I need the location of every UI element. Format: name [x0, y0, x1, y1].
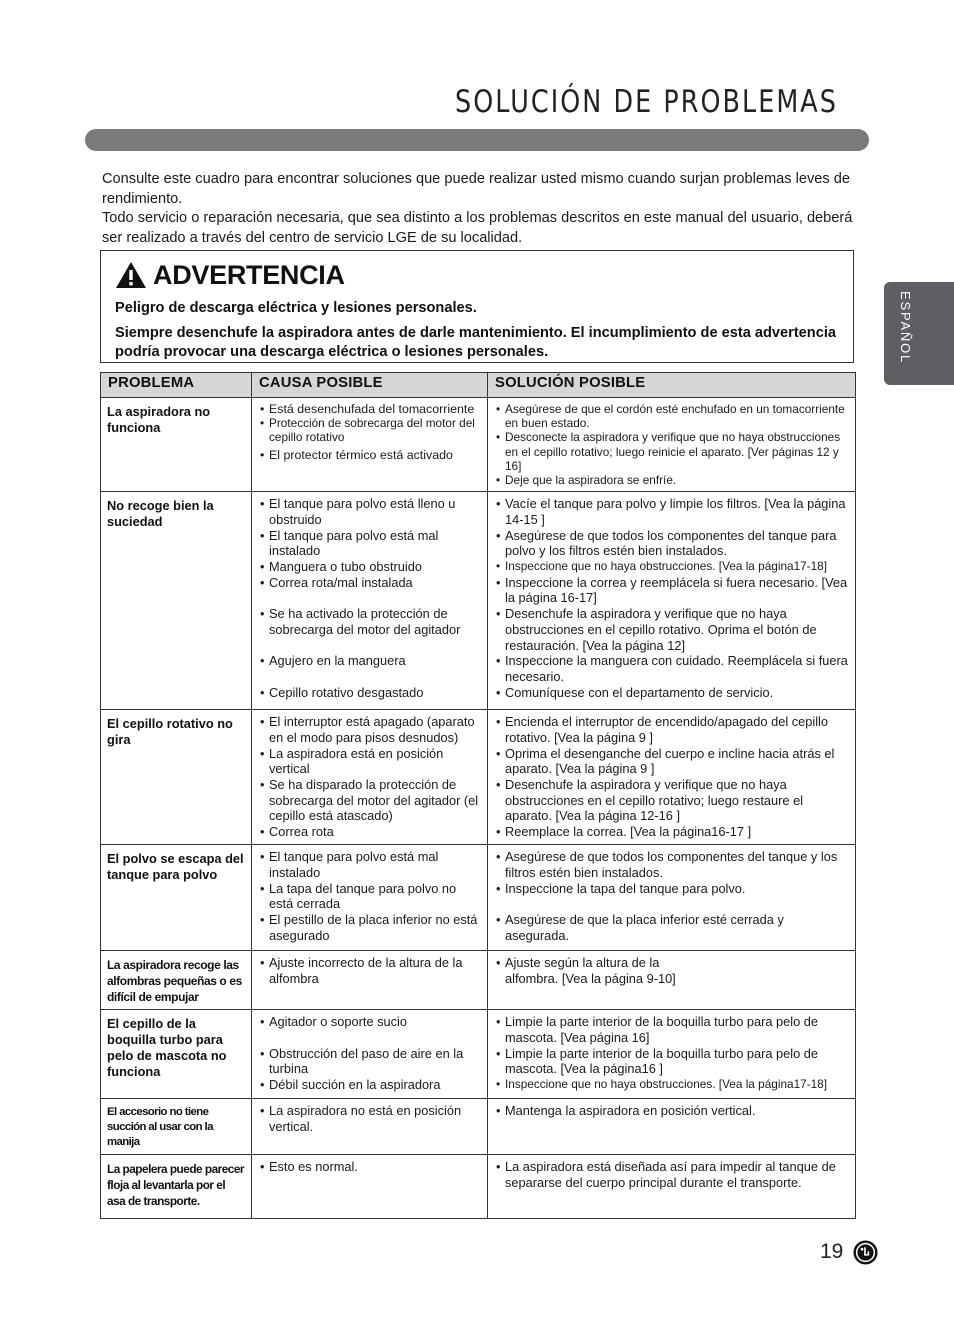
cause-cell	[252, 1155, 488, 1219]
solution-item: • Inspeccione que no haya obstrucciones. [Vea la página17-18]	[495, 559, 849, 575]
language-side-tab	[884, 282, 954, 385]
table-row	[101, 1010, 856, 1099]
cause-cell	[252, 398, 488, 492]
cause-item: • Débil succión en la aspiradora	[259, 1077, 481, 1093]
solution-item: • Asegúrese de que la placa inferior esté cerrada y asegurada.	[495, 912, 849, 943]
cause-item: • El pestillo de la placa inferior no está asegurado	[259, 912, 481, 943]
solution-cell	[488, 710, 856, 845]
intro-paragraph-2: Todo servicio o reparación necesaria, que sea distinto a los problemas descritos en este manual del usuario, deberá ser realizado a través del centro de servicio LGE de su localidad.	[102, 210, 853, 246]
warning-title: ADVERTENCIA	[153, 259, 345, 290]
problem-cell: La aspiradora no funciona	[101, 398, 252, 492]
cause-item: • La tapa del tanque para polvo no está cerrada	[259, 881, 481, 912]
solution-cell	[488, 1010, 856, 1099]
problem-cell: No recoge bien la suciedad	[101, 492, 252, 710]
solution-item: • Inspeccione la tapa del tanque para polvo.	[495, 881, 849, 897]
cause-item: • Está desenchufada del tomacorriente	[259, 402, 481, 416]
table-row	[101, 1155, 856, 1219]
solution-item: • Deje que la aspiradora se enfríe.	[495, 473, 849, 487]
cause-cell	[252, 845, 488, 951]
warning-header	[115, 258, 839, 292]
table-header-row	[101, 373, 856, 398]
table-row	[101, 951, 856, 1010]
cause-item: • Agujero en la manguera	[259, 653, 481, 669]
solution-item: • Asegúrese de que todos los componentes del tanque y los filtros estén bien instalados.	[495, 849, 849, 880]
solution-cell	[488, 1155, 856, 1219]
problem-cell: El polvo se escapa del tanque para polvo	[101, 845, 252, 951]
cause-item: • Correa rota	[259, 824, 481, 840]
cause-item: • La aspiradora no está en posición vertical.	[259, 1103, 481, 1134]
solution-item: • Comuníquese con el departamento de servicio.	[495, 685, 849, 701]
solution-item: • Inspeccione la correa y reemplácela si fuera necesario. [Vea la página 16-17]	[495, 575, 849, 606]
solution-item: • Desenchufe la aspiradora y verifique que no haya obstrucciones en el cepillo rotativo; luego restaure el aparato. [Vea la página 12-16 ]	[495, 777, 849, 824]
cause-cell	[252, 492, 488, 710]
cause-item: • El tanque para polvo está mal instalado	[259, 849, 481, 880]
solution-item: • Asegúrese de que el cordón esté enchufado en un tomacorriente en buen estado.	[495, 402, 849, 430]
warning-line-1: Peligro de descarga eléctrica y lesiones personales.	[115, 300, 477, 316]
lg-logo-icon	[853, 1240, 878, 1265]
intro-paragraph-1: Consulte este cuadro para encontrar soluciones que puede realizar usted mismo cuando surjan problemas leves de rendimiento.	[102, 171, 850, 207]
table-row	[101, 845, 856, 951]
problem-cell: El accesorio no tiene succión al usar con la manija	[101, 1099, 252, 1155]
solution-cell	[488, 492, 856, 710]
title-bar	[85, 129, 869, 151]
page-title: SOLUCIÓN DE PROBLEMAS	[455, 84, 838, 120]
solution-item: • Desenchufe la aspiradora y verifique que no haya obstrucciones en el cepillo rotativo. Oprima el botón de restauración. [Vea la página 12]	[495, 606, 849, 653]
cause-item: • El tanque para polvo está mal instalado	[259, 528, 481, 559]
solution-item: • Limpie la parte interior de la boquilla turbo para pelo de mascota. [Vea la página16 ]	[495, 1046, 849, 1077]
solution-item: • Oprima el desenganche del cuerpo e incline hacia atrás el aparato. [Vea la página 9 ]	[495, 746, 849, 777]
language-side-tab-label: ESPAÑOL	[898, 291, 913, 365]
problem-cell: La papelera puede parecer floja al levantarla por el asa de transporte.	[101, 1155, 252, 1219]
cause-item: • El protector térmico está activado	[259, 448, 481, 462]
cause-item: • Protección de sobrecarga del motor del cepillo rotativo	[259, 416, 481, 444]
solution-item: • Limpie la parte interior de la boquilla turbo para pelo de mascota. [Vea página 16]	[495, 1014, 849, 1045]
solution-cell	[488, 951, 856, 1010]
problem-cell: El cepillo de la boquilla turbo para pelo de mascota no funciona	[101, 1010, 252, 1099]
solution-item: • Ajuste según la altura de la alfombra. [Vea la página 9-10]	[495, 955, 849, 986]
troubleshooting-table	[100, 372, 856, 1219]
header-solution: SOLUCIÓN POSIBLE	[488, 373, 856, 398]
solution-item: • Asegúrese de que todos los componentes del tanque para polvo y los filtros estén bien instalados.	[495, 528, 849, 559]
table-row	[101, 710, 856, 845]
cause-item: • Se ha disparado la protección de sobrecarga del motor del agitador (el cepillo está atascado)	[259, 777, 481, 824]
warning-triangle-icon	[115, 261, 147, 289]
cause-item: • Cepillo rotativo desgastado	[259, 685, 481, 701]
cause-cell	[252, 1010, 488, 1099]
page-number: 19	[820, 1240, 844, 1263]
solution-cell	[488, 398, 856, 492]
cause-item: • Correa rota/mal instalada	[259, 575, 481, 591]
header-cause: CAUSA POSIBLE	[252, 373, 488, 398]
solution-item: • Inspeccione la manguera con cuidado. Reemplácela si fuera necesario.	[495, 653, 849, 684]
solution-item: • La aspiradora está diseñada así para impedir al tanque de separarse del cuerpo principal durante el transporte.	[495, 1159, 849, 1190]
cause-item: • Ajuste incorrecto de la altura de la alfombra	[259, 955, 481, 986]
solution-item: • Inspeccione que no haya obstrucciones. [Vea la página17-18]	[495, 1077, 849, 1093]
solution-item: • Vacíe el tanque para polvo y limpie los filtros. [Vea la página 14-15 ]	[495, 496, 849, 527]
cause-cell	[252, 710, 488, 845]
problem-cell: La aspiradora recoge las alfombras pequeñas o es difícil de empujar	[101, 951, 252, 1010]
solution-cell	[488, 845, 856, 951]
table-row	[101, 492, 856, 710]
cause-item: • Manguera o tubo obstruido	[259, 559, 481, 575]
problem-cell: El cepillo rotativo no gira	[101, 710, 252, 845]
cause-item: • El tanque para polvo está lleno u obstruido	[259, 496, 481, 527]
cause-cell	[252, 1099, 488, 1155]
warning-line-2: Siempre desenchufe la aspiradora antes de darle mantenimiento. El incumplimiento de esta advertencia podría provocar una descarga eléctrica o lesiones personales.	[115, 324, 837, 360]
solution-item: • Reemplace la correa. [Vea la página16-17 ]	[495, 824, 849, 840]
cause-cell	[252, 951, 488, 1010]
cause-item: • Se ha activado la protección de sobrecarga del motor del agitador	[259, 606, 481, 637]
cause-item: • Agitador o soporte sucio	[259, 1014, 481, 1030]
table-row	[101, 1099, 856, 1155]
warning-box	[100, 250, 854, 363]
cause-item: • Esto es normal.	[259, 1159, 481, 1175]
cause-item: • El interruptor está apagado (aparato en el modo para pisos desnudos)	[259, 714, 481, 745]
solution-item: • Mantenga la aspiradora en posición vertical.	[495, 1103, 849, 1119]
cause-item: • La aspiradora está en posición vertical	[259, 746, 481, 777]
header-problem: PROBLEMA	[101, 373, 252, 398]
cause-item: • Obstrucción del paso de aire en la turbina	[259, 1046, 481, 1077]
solution-cell	[488, 1099, 856, 1155]
solution-item: • Encienda el interruptor de encendido/apagado del cepillo rotativo. [Vea la página 9 ]	[495, 714, 849, 745]
lg-logo-mark	[853, 1240, 878, 1265]
table-row	[101, 398, 856, 492]
solution-item: • Desconecte la aspiradora y verifique que no haya obstrucciones en el cepillo rotativo; luego reinicie el aparato. [Ver páginas 12 y 16]	[495, 430, 849, 473]
intro-text	[102, 170, 872, 248]
